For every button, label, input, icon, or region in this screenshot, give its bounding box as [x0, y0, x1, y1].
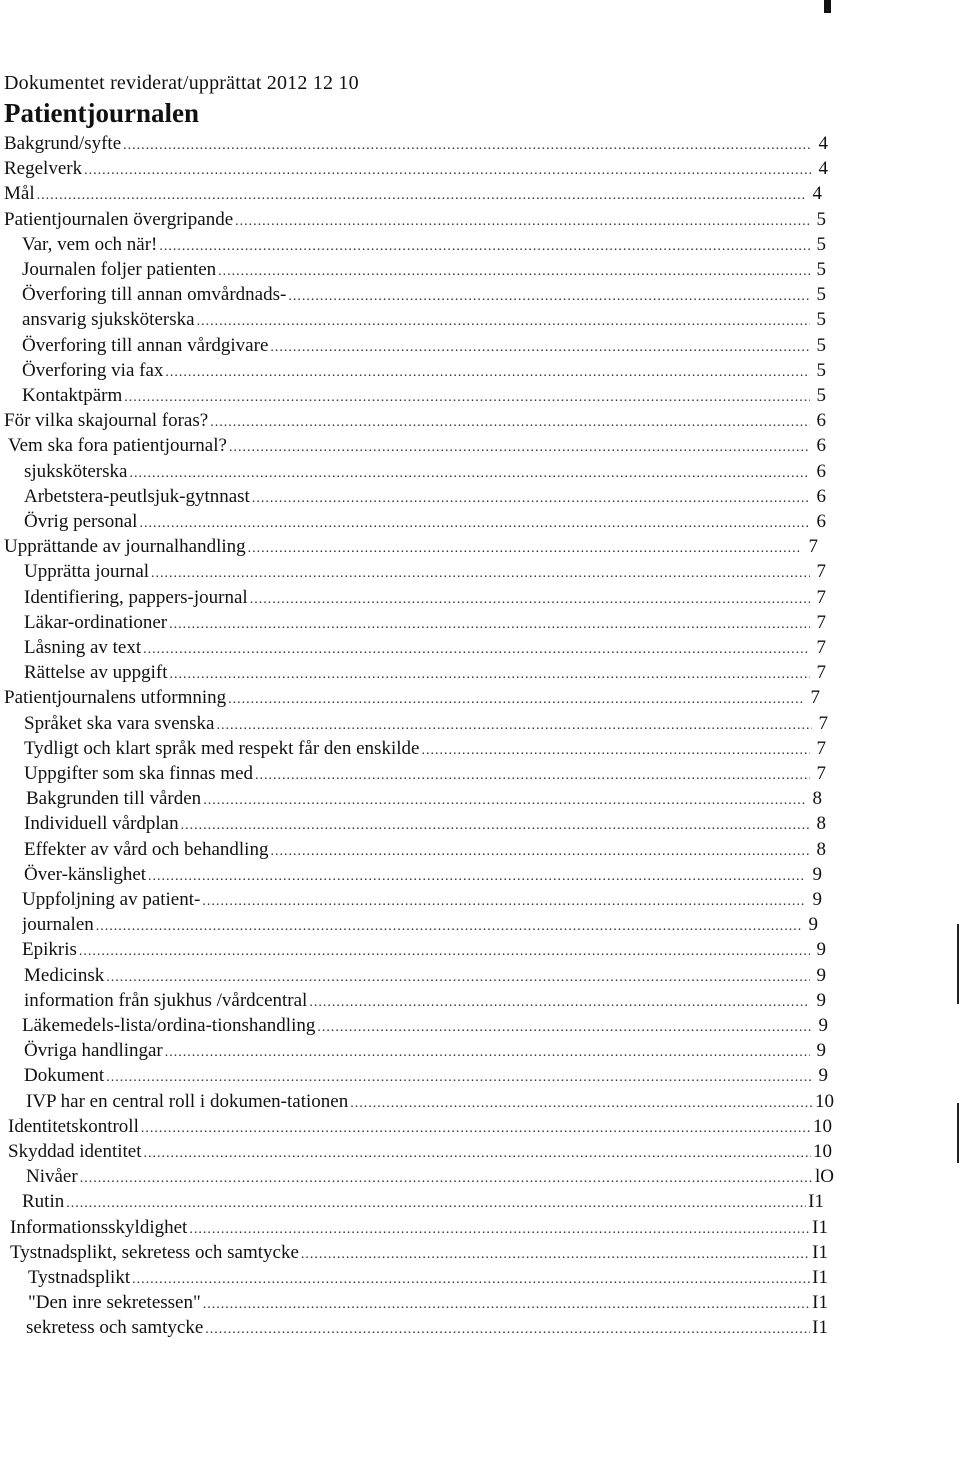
toc-entry-page-number: 5 [816, 233, 826, 255]
toc-entry-label: Tydligt och klart språk med respekt får den enskilde [24, 737, 420, 759]
toc-entry-page-number: 9 [818, 1015, 828, 1036]
toc-dot-leader [250, 587, 810, 610]
toc-entry[interactable] [4, 181, 822, 206]
toc-entry-page-number: 6 [816, 435, 826, 457]
toc-entry[interactable] [28, 1290, 828, 1315]
toc-entry-label: Individuell vårdplan [24, 813, 179, 835]
toc-dot-leader [301, 1242, 810, 1265]
toc-entry-page-number: 5 [816, 284, 826, 306]
toc-entry-page-number: 8 [816, 838, 826, 860]
toc-dot-leader [203, 788, 806, 811]
toc-entry-page-number: 7 [816, 763, 826, 784]
toc-entry-label: Läkar-ordinationer [24, 611, 168, 633]
toc-entry-label: Tystnadsplikt [28, 1267, 131, 1288]
toc-entry-label: Låsning av text [24, 637, 142, 658]
corner-mark [824, 0, 831, 13]
toc-entry[interactable] [26, 786, 822, 811]
toc-entry[interactable] [24, 963, 826, 988]
toc-entry-label: sjuksköterska [24, 460, 128, 482]
toc-dot-leader [106, 1065, 812, 1088]
toc-entry-label: Patientjournalen övergripande [4, 208, 234, 230]
toc-entry-page-number: 7 [808, 536, 818, 558]
toc-entry[interactable] [22, 1013, 828, 1038]
toc-entry-page-number: 5 [816, 309, 826, 331]
toc-entry-page-number: lO [815, 1166, 834, 1188]
toc-entry-label: Var, vem och när! [22, 233, 158, 255]
toc-entry-label: Rättelse av uppgift [24, 662, 168, 684]
toc-entry-label: sekretess och samtycke [26, 1317, 204, 1339]
toc-dot-leader [144, 1141, 811, 1164]
toc-entry-label: Skyddad identitet [8, 1141, 142, 1162]
toc-dot-leader [228, 687, 804, 710]
toc-entry-label: Bakgrund/syfte [4, 133, 122, 154]
toc-entry-label: Patientjournalens utformning [4, 687, 227, 709]
toc-entry-page-number: 5 [816, 259, 826, 280]
toc-entry[interactable] [24, 711, 828, 736]
toc-dot-leader [255, 763, 810, 786]
toc-entry[interactable] [24, 610, 826, 635]
toc-dot-leader [129, 461, 810, 484]
toc-entry[interactable] [24, 811, 826, 836]
toc-entry-label: Kontaktpärm [22, 385, 123, 406]
toc-entry-page-number: 8 [816, 813, 826, 835]
toc-entry-page-number: 7 [818, 712, 828, 734]
toc-dot-leader [202, 889, 806, 912]
toc-entry-label: Språket ska vara svenska [24, 712, 215, 734]
toc-dot-leader [205, 1317, 810, 1340]
toc-entry-label: "Den inre sekretessen" [28, 1292, 201, 1314]
toc-dot-leader [170, 662, 810, 685]
toc-dot-leader [270, 335, 810, 358]
toc-entry-page-number: 6 [816, 410, 826, 432]
toc-dot-leader [37, 183, 806, 206]
toc-dot-leader [80, 1166, 813, 1189]
toc-entry[interactable] [24, 585, 826, 610]
toc-entry[interactable] [28, 1265, 828, 1290]
toc-entry-label: Överforing via fax [22, 359, 164, 381]
toc-entry[interactable] [24, 559, 826, 584]
toc-entry-label: Arbetstera-peutlsjuk-gytnnast [24, 485, 250, 507]
toc-entry-page-number: 7 [816, 662, 826, 684]
toc-entry[interactable] [22, 887, 822, 912]
toc-dot-leader [132, 1267, 810, 1290]
toc-dot-leader [229, 435, 810, 458]
toc-entry-label: Identitetskontroll [8, 1115, 139, 1137]
toc-entry-page-number: 5 [816, 208, 826, 230]
toc-entry-page-number: I1 [812, 1317, 828, 1339]
toc-entry-page-number: 10 [815, 1090, 834, 1112]
toc-entry[interactable] [24, 635, 826, 660]
toc-entry-label: Mål [4, 183, 35, 205]
toc-entry-label: Regelverk [4, 158, 83, 180]
toc-entry-label: Tystnadsplikt, sekretess och samtycke [10, 1241, 299, 1263]
toc-entry-page-number: 9 [812, 863, 822, 885]
toc-dot-leader [143, 637, 810, 660]
toc-entry-label: information från sjukhus /vårdcentral [24, 989, 308, 1011]
toc-entry-label: Läkemedels-lista/ordina-tionshandling [22, 1015, 316, 1036]
toc-entry-page-number: 4 [818, 158, 828, 180]
toc-dot-leader [66, 1191, 806, 1214]
toc-entry[interactable] [24, 484, 826, 509]
toc-entry[interactable] [24, 459, 826, 484]
toc-entry[interactable] [24, 761, 826, 786]
toc-entry-page-number: I1 [812, 1216, 828, 1238]
toc-dot-leader [159, 234, 810, 257]
toc-entry-label: Övriga handlingar [24, 1040, 163, 1062]
toc-dot-leader [96, 914, 802, 937]
toc-entry[interactable] [4, 156, 828, 181]
toc-entry[interactable] [8, 1114, 832, 1139]
toc-entry-label: Övrig personal [24, 511, 138, 532]
toc-entry-label: Uppfoljning av patient- [22, 889, 201, 910]
toc-entry[interactable] [24, 1063, 828, 1088]
toc-entry-page-number: 6 [816, 485, 826, 507]
toc-entry-label: Epikris [22, 939, 77, 961]
toc-entry-page-number: 9 [812, 889, 822, 910]
toc-entry-label: Vem ska fora patientjournal? [8, 435, 227, 457]
toc-dot-leader [288, 284, 810, 307]
toc-dot-leader [309, 990, 810, 1013]
toc-dot-leader [203, 1292, 810, 1315]
toc-entry-page-number: I1 [808, 1191, 824, 1213]
toc-dot-leader [79, 939, 810, 962]
toc-entry[interactable] [26, 1164, 834, 1189]
toc-entry-label: Rutin [22, 1191, 65, 1213]
toc-entry[interactable] [26, 1315, 828, 1340]
toc-entry-page-number: 7 [810, 687, 820, 709]
toc-entry[interactable] [10, 1240, 828, 1265]
toc-entry-page-number: 10 [813, 1115, 832, 1137]
toc-entry-page-number: 7 [816, 586, 826, 608]
toc-entry-page-number: 5 [816, 359, 826, 381]
toc-entry-label: Bakgrunden till vården [26, 788, 202, 810]
toc-entry-label: För vilka skajournal foras? [4, 410, 209, 432]
toc-entry-label: Överforing till annan vårdgivare [22, 334, 269, 356]
toc-entry-label: Effekter av vård och behandling [24, 838, 269, 860]
toc-dot-leader [189, 1217, 810, 1240]
toc-entry-page-number: 9 [816, 939, 826, 961]
toc-entry-page-number: 10 [813, 1141, 832, 1162]
margin-line [957, 1103, 959, 1163]
toc-entry[interactable] [4, 685, 820, 710]
toc-entry-page-number: 9 [808, 914, 818, 936]
toc-entry-label: Medicinsk [24, 964, 105, 986]
toc-dot-leader [252, 486, 810, 509]
toc-entry[interactable] [8, 433, 826, 458]
toc-dot-leader [181, 813, 810, 836]
toc-entry[interactable] [10, 1215, 828, 1240]
toc-dot-leader [317, 1015, 812, 1038]
toc-entry[interactable] [4, 207, 826, 232]
toc-entry-label: journalen [22, 914, 94, 936]
toc-entry[interactable] [4, 131, 828, 156]
toc-entry[interactable] [24, 736, 826, 761]
toc-entry-label: Informationsskyldighet [10, 1216, 188, 1238]
toc-entry-page-number: 9 [816, 1040, 826, 1062]
toc-dot-leader [84, 158, 812, 181]
toc-entry[interactable] [24, 988, 826, 1013]
toc-entry-page-number: 7 [816, 561, 826, 583]
toc-entry-label: Identifiering, pappers-journal [24, 586, 248, 608]
toc-dot-leader [218, 259, 810, 282]
toc-entry-page-number: I1 [812, 1292, 828, 1314]
toc-entry[interactable] [24, 660, 826, 685]
toc-entry[interactable] [24, 509, 826, 534]
toc-dot-leader [124, 385, 810, 408]
toc-entry-label: Uppgifter som ska finnas med [24, 763, 254, 784]
toc-entry-label: Upprättande av journalhandling [4, 536, 246, 558]
toc-entry-page-number: 9 [816, 989, 826, 1011]
toc-entry[interactable] [22, 383, 826, 408]
toc-entry-page-number: 4 [818, 133, 828, 154]
toc-dot-leader [270, 839, 810, 862]
toc-dot-leader [235, 209, 810, 232]
margin-line [957, 924, 959, 1004]
toc-dot-leader [350, 1091, 813, 1114]
toc-entry-page-number: 6 [816, 460, 826, 482]
toc-entry-page-number: 7 [816, 611, 826, 633]
document-title: Patientjournalen [4, 98, 199, 128]
toc-entry-page-number: 7 [816, 737, 826, 759]
toc-dot-leader [421, 738, 810, 761]
toc-entry[interactable] [4, 408, 826, 433]
toc-entry-page-number: I1 [812, 1267, 828, 1288]
toc-entry-page-number: I1 [812, 1241, 828, 1263]
toc-entry[interactable] [24, 1038, 826, 1063]
toc-dot-leader [165, 360, 810, 383]
toc-dot-leader [141, 1116, 811, 1139]
toc-entry[interactable] [4, 534, 818, 559]
toc-entry[interactable] [24, 837, 826, 862]
toc-dot-leader [216, 713, 812, 736]
toc-entry-label: Journalen foljer patienten [22, 259, 217, 280]
toc-entry-page-number: 6 [816, 511, 826, 532]
toc-entry-page-number: 7 [816, 637, 826, 658]
toc-entry-label: Över-känslighet [24, 863, 147, 885]
toc-entry-label: Dokument [24, 1065, 105, 1087]
toc-entry-label: Nivåer [26, 1166, 78, 1188]
document-revision-header: Dokumentet reviderat/upprättat 2012 12 10 [4, 72, 359, 94]
toc-entry-label: Upprätta journal [24, 561, 150, 583]
toc-dot-leader [210, 410, 810, 433]
toc-entry[interactable] [22, 232, 826, 257]
toc-entry[interactable] [22, 282, 826, 307]
toc-entry-page-number: 5 [816, 334, 826, 356]
toc-entry-page-number: 8 [812, 788, 822, 810]
toc-entry-page-number: 9 [818, 1065, 828, 1087]
toc-entry[interactable] [8, 1139, 832, 1164]
toc-entry-label: ansvarig sjuksköterska [22, 309, 195, 331]
toc-entry[interactable] [22, 333, 826, 358]
toc-entry[interactable] [24, 862, 822, 887]
toc-entry[interactable] [22, 307, 826, 332]
toc-dot-leader [151, 561, 810, 584]
toc-entry[interactable] [22, 257, 826, 282]
toc-entry[interactable] [22, 912, 818, 937]
toc-dot-leader [106, 965, 810, 988]
toc-dot-leader [165, 1040, 810, 1063]
toc-entry[interactable] [22, 1189, 824, 1214]
toc-dot-leader [248, 536, 802, 559]
toc-dot-leader [169, 612, 810, 635]
toc-entry[interactable] [26, 1089, 834, 1114]
toc-entry-page-number: 4 [812, 183, 822, 205]
toc-entry[interactable] [22, 937, 826, 962]
toc-dot-leader [139, 511, 810, 534]
toc-entry-label: Överforing till annan omvårdnads- [22, 284, 287, 306]
toc-dot-leader [123, 133, 812, 156]
toc-entry-page-number: 9 [816, 964, 826, 986]
toc-entry[interactable] [22, 358, 826, 383]
toc-entry-page-number: 5 [816, 385, 826, 406]
toc-dot-leader [197, 309, 810, 332]
toc-entry-label: IVP har en central roll i dokumen-tationen [26, 1090, 349, 1112]
toc-dot-leader [148, 864, 806, 887]
